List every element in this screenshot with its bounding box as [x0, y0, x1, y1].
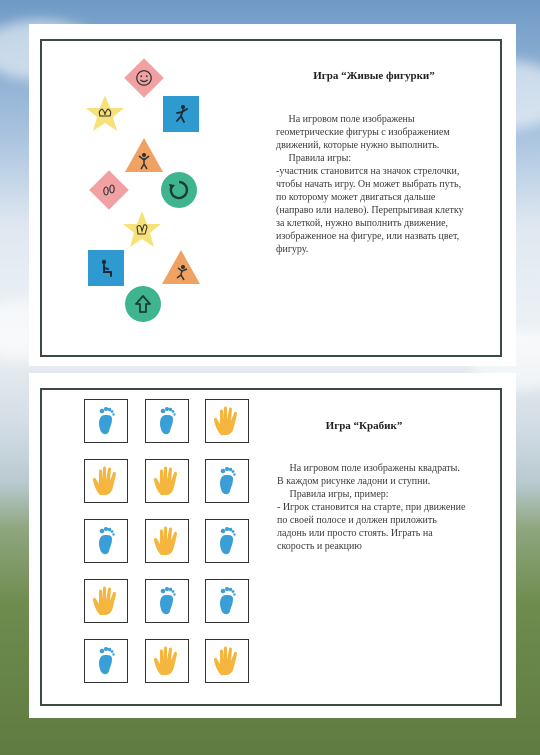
jumping-person-icon: [172, 264, 190, 282]
hand-icon: [152, 465, 182, 497]
foot-icon: [95, 645, 117, 677]
foot-tile: [205, 459, 249, 503]
foot-icon: [95, 405, 117, 437]
foot-tile: [84, 519, 128, 563]
yellow-star-shape: [122, 210, 162, 248]
footprints-icon: [101, 182, 117, 198]
arms-raised-person-icon: [135, 152, 153, 170]
sitting-person-icon: [95, 257, 117, 279]
hand-tile: [84, 579, 128, 623]
card-title: Игра “Крабик”: [325, 420, 403, 432]
orange-triangle-shape: [161, 248, 201, 286]
foot-tile: [145, 579, 189, 623]
foot-icon: [216, 465, 238, 497]
foot-icon: [216, 525, 238, 557]
clapping-hands-icon: [134, 221, 150, 237]
foot-tile: [84, 639, 128, 683]
hand-tile: [145, 459, 189, 503]
smiley-face-icon: [135, 69, 153, 87]
foot-tile: [145, 399, 189, 443]
card-description: На игровом поле изображены геометрические фигуры с изображением движений, которые нужно выполнить. Правила игры: -участник становится на значок стрелочки, чтобы начать игру. Он может выбрать путь, по которому может двигаться дальше (направо или налево). Перепрыгивая клетку за клеткой, нужно выполнить движение, изображенное на фигуре, или назвать цвет, фигуру.: [276, 114, 464, 255]
hand-icon: [152, 525, 182, 557]
foot-icon: [216, 585, 238, 617]
foot-icon: [156, 405, 178, 437]
foot-tile: [205, 579, 249, 623]
dancing-person-icon: [170, 103, 192, 125]
hand-tile: [145, 639, 189, 683]
foot-tile: [84, 399, 128, 443]
rotate-arrows-icon: [167, 178, 191, 202]
foot-icon: [156, 585, 178, 617]
hand-icon: [91, 465, 121, 497]
blue-square-shape: [163, 96, 199, 132]
green-circle-shape: [125, 286, 161, 322]
clasped-hands-icon: [97, 106, 113, 120]
up-arrow-icon: [134, 294, 152, 314]
hand-tile: [205, 639, 249, 683]
card-description: На игровом поле изображены квадраты. В каждом рисунке ладони и ступни. Правила игры, пример: - Игрок становится на старте, при движение по своей полосе и должен приложить ладонь или просто стоять. Играть на скорость и реакцию: [277, 463, 466, 552]
hand-tile: [84, 459, 128, 503]
card-title: Игра “Живые фигурки”: [313, 70, 435, 82]
hand-icon: [91, 585, 121, 617]
foot-icon: [95, 525, 117, 557]
blue-square-shape: [88, 250, 124, 286]
game-card-crab: [29, 373, 516, 718]
game-card-living-figures: [29, 24, 516, 366]
orange-triangle-shape: [124, 136, 164, 174]
foot-tile: [205, 519, 249, 563]
hand-icon: [152, 645, 182, 677]
hand-tile: [205, 399, 249, 443]
hand-icon: [212, 405, 242, 437]
green-circle-shape: [161, 172, 197, 208]
hand-icon: [212, 645, 242, 677]
yellow-star-shape: [85, 94, 125, 132]
hand-tile: [145, 519, 189, 563]
